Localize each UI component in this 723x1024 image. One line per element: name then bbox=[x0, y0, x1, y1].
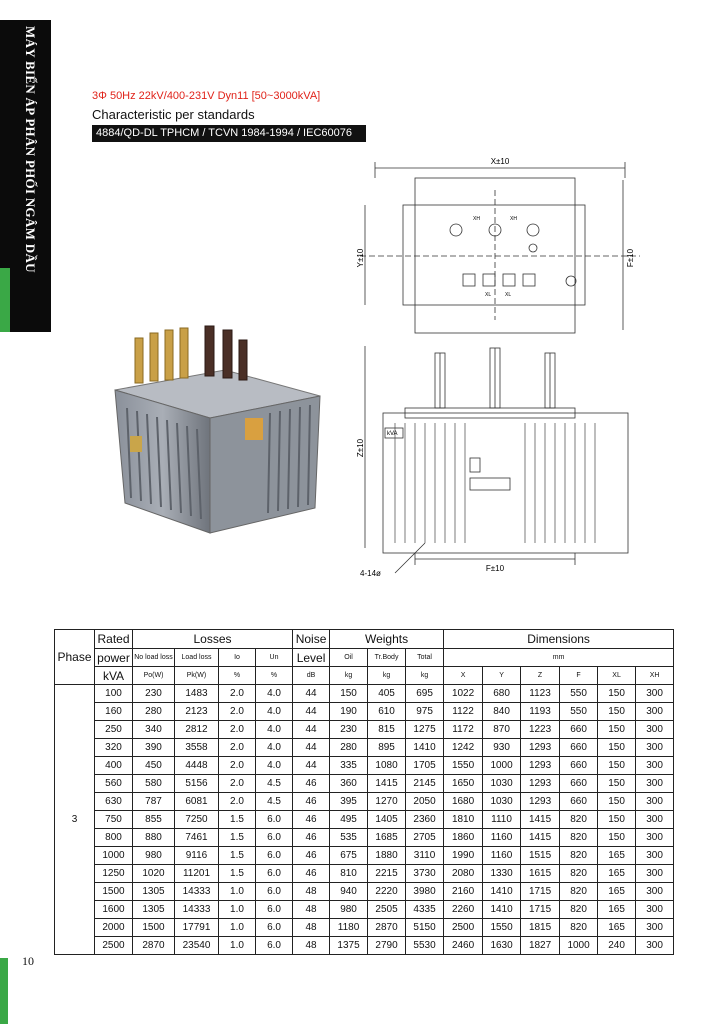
table-cell: 1223 bbox=[521, 721, 560, 739]
table-cell: 1000 bbox=[483, 757, 521, 775]
unit-pk: Pk(W) bbox=[175, 667, 219, 685]
table-cell: 11201 bbox=[175, 865, 219, 883]
table-cell: 4335 bbox=[406, 901, 444, 919]
table-cell: 5150 bbox=[406, 919, 444, 937]
table-cell: 2.0 bbox=[219, 757, 256, 775]
label-xl-1: XL bbox=[485, 292, 492, 298]
table-cell: 44 bbox=[293, 739, 330, 757]
header-io: Io bbox=[219, 649, 256, 667]
table-cell: 1410 bbox=[483, 901, 521, 919]
table-cell: 980 bbox=[330, 901, 368, 919]
hole-label: 4-14ø bbox=[360, 569, 381, 578]
table-cell: 1293 bbox=[521, 739, 560, 757]
table-cell: 1022 bbox=[444, 685, 483, 703]
table-cell: 6.0 bbox=[256, 847, 293, 865]
table-cell: 6.0 bbox=[256, 883, 293, 901]
spec-line: 3Φ 50Hz 22kV/400-231V Dyn11 [50~3000kVA] bbox=[92, 90, 321, 102]
table-cell: 3980 bbox=[406, 883, 444, 901]
table-cell: 2050 bbox=[406, 793, 444, 811]
table-cell: 150 bbox=[598, 793, 636, 811]
table-cell: 1242 bbox=[444, 739, 483, 757]
table-cell: 46 bbox=[293, 847, 330, 865]
header-z: Z bbox=[521, 667, 560, 685]
table-cell: 660 bbox=[560, 793, 598, 811]
table-cell: 300 bbox=[636, 811, 674, 829]
table-cell: 1305 bbox=[133, 883, 175, 901]
header-weights: Weights bbox=[330, 630, 444, 649]
header-dimensions: Dimensions bbox=[444, 630, 674, 649]
table-cell: 450 bbox=[133, 757, 175, 775]
table-row bbox=[55, 739, 674, 757]
unit-io: % bbox=[219, 667, 256, 685]
table-cell: 820 bbox=[560, 919, 598, 937]
table-cell: 3730 bbox=[406, 865, 444, 883]
table-row bbox=[55, 901, 674, 919]
table-cell: 280 bbox=[330, 739, 368, 757]
table-cell: 560 bbox=[95, 775, 133, 793]
header-f: F bbox=[560, 667, 598, 685]
table-cell: 1305 bbox=[133, 901, 175, 919]
table-cell: 1160 bbox=[483, 847, 521, 865]
table-cell: 190 bbox=[330, 703, 368, 721]
table-cell: 550 bbox=[560, 685, 598, 703]
table-cell: 1000 bbox=[560, 937, 598, 955]
table-cell: 340 bbox=[133, 721, 175, 739]
table-cell: 820 bbox=[560, 829, 598, 847]
table-cell: 1293 bbox=[521, 775, 560, 793]
table-cell: 150 bbox=[598, 703, 636, 721]
table-cell: 820 bbox=[560, 847, 598, 865]
top-view-drawing bbox=[355, 150, 645, 340]
table-cell: 787 bbox=[133, 793, 175, 811]
table-cell: 300 bbox=[636, 883, 674, 901]
table-cell: 165 bbox=[598, 847, 636, 865]
table-cell: 1293 bbox=[521, 793, 560, 811]
spec-table bbox=[54, 629, 674, 955]
table-cell: 630 bbox=[95, 793, 133, 811]
table-cell: 230 bbox=[330, 721, 368, 739]
table-cell: 165 bbox=[598, 919, 636, 937]
table-row bbox=[55, 793, 674, 811]
table-cell: 46 bbox=[293, 865, 330, 883]
table-cell: 1715 bbox=[521, 883, 560, 901]
table-cell: 44 bbox=[293, 721, 330, 739]
header-y: Y bbox=[483, 667, 521, 685]
table-cell: 495 bbox=[330, 811, 368, 829]
table-row bbox=[55, 937, 674, 955]
table-cell: 23540 bbox=[175, 937, 219, 955]
table-cell: 2870 bbox=[133, 937, 175, 955]
table-cell: 800 bbox=[95, 829, 133, 847]
table-cell: 1410 bbox=[483, 883, 521, 901]
table-cell: 2790 bbox=[368, 937, 406, 955]
table-cell: 4.0 bbox=[256, 721, 293, 739]
table-cell: 1.5 bbox=[219, 811, 256, 829]
table-cell: 6081 bbox=[175, 793, 219, 811]
table-cell: 6.0 bbox=[256, 901, 293, 919]
table-cell: 930 bbox=[483, 739, 521, 757]
table-cell: 1815 bbox=[521, 919, 560, 937]
table-cell: 300 bbox=[636, 901, 674, 919]
characteristic-line: Characteristic per standards bbox=[92, 107, 255, 122]
table-cell: 1080 bbox=[368, 757, 406, 775]
table-cell: 2.0 bbox=[219, 739, 256, 757]
front-view-drawing bbox=[355, 338, 645, 578]
header-xh: XH bbox=[636, 667, 674, 685]
table-cell: 300 bbox=[636, 829, 674, 847]
header-level: Level bbox=[293, 649, 330, 667]
table-cell: 2000 bbox=[95, 919, 133, 937]
table-cell: 1410 bbox=[406, 739, 444, 757]
sidebar-accent bbox=[0, 268, 10, 332]
table-cell: 1.5 bbox=[219, 829, 256, 847]
table-cell: 1.0 bbox=[219, 883, 256, 901]
table-cell: 610 bbox=[368, 703, 406, 721]
table-cell: 1160 bbox=[483, 829, 521, 847]
table-cell: 4.0 bbox=[256, 685, 293, 703]
table-cell: 4.0 bbox=[256, 757, 293, 775]
table-cell: 1415 bbox=[521, 829, 560, 847]
table-cell: 48 bbox=[293, 901, 330, 919]
table-cell: 48 bbox=[293, 937, 330, 955]
table-cell: 160 bbox=[95, 703, 133, 721]
unit-trbody: kg bbox=[368, 667, 406, 685]
table-cell: 1123 bbox=[521, 685, 560, 703]
table-cell: 2215 bbox=[368, 865, 406, 883]
table-cell: 44 bbox=[293, 757, 330, 775]
header-phase: Phase bbox=[55, 630, 95, 685]
table-cell: 1650 bbox=[444, 775, 483, 793]
table-cell: 1600 bbox=[95, 901, 133, 919]
table-cell: 2460 bbox=[444, 937, 483, 955]
header-kva: kVA bbox=[95, 667, 133, 685]
table-cell: 48 bbox=[293, 883, 330, 901]
table-cell: 300 bbox=[636, 739, 674, 757]
table-row bbox=[55, 919, 674, 937]
table-cell: 300 bbox=[636, 937, 674, 955]
table-cell: 5530 bbox=[406, 937, 444, 955]
dim-x-label: X±10 bbox=[490, 157, 510, 166]
table-cell: 320 bbox=[95, 739, 133, 757]
table-cell: 150 bbox=[598, 811, 636, 829]
table-cell: 405 bbox=[368, 685, 406, 703]
table-cell: 300 bbox=[636, 919, 674, 937]
table-cell: 1615 bbox=[521, 865, 560, 883]
table-cell: 240 bbox=[598, 937, 636, 955]
table-cell: 2500 bbox=[95, 937, 133, 955]
table-cell: 1500 bbox=[95, 883, 133, 901]
table-cell: 6.0 bbox=[256, 811, 293, 829]
table-cell: 400 bbox=[95, 757, 133, 775]
table-cell: 2870 bbox=[368, 919, 406, 937]
unit-oil: kg bbox=[330, 667, 368, 685]
header-losses: Losses bbox=[133, 630, 293, 649]
table-cell: 46 bbox=[293, 811, 330, 829]
table-cell: 2.0 bbox=[219, 793, 256, 811]
table-cell: 4.5 bbox=[256, 793, 293, 811]
header-oil: Oil bbox=[330, 649, 368, 667]
dim-f-front-label: F±10 bbox=[485, 564, 505, 573]
table-cell: 695 bbox=[406, 685, 444, 703]
table-cell: 6.0 bbox=[256, 865, 293, 883]
table-cell: 1270 bbox=[368, 793, 406, 811]
dim-f-top-label: F±10 bbox=[626, 248, 635, 268]
table-cell: 300 bbox=[636, 721, 674, 739]
table-row bbox=[55, 829, 674, 847]
table-cell: 1500 bbox=[133, 919, 175, 937]
table-cell: 2220 bbox=[368, 883, 406, 901]
table-cell: 360 bbox=[330, 775, 368, 793]
header-rated: Rated bbox=[95, 630, 133, 649]
table-cell: 1330 bbox=[483, 865, 521, 883]
table-cell: 820 bbox=[560, 883, 598, 901]
table-cell: 300 bbox=[636, 865, 674, 883]
table-cell: 1550 bbox=[483, 919, 521, 937]
unit-po: Po(W) bbox=[133, 667, 175, 685]
table-cell: 1415 bbox=[368, 775, 406, 793]
table-cell: 150 bbox=[598, 685, 636, 703]
header-trbody: Tr.Body bbox=[368, 649, 406, 667]
table-row bbox=[55, 865, 674, 883]
table-cell: 1.0 bbox=[219, 919, 256, 937]
table-cell: 4.0 bbox=[256, 703, 293, 721]
label-xh-2: XH bbox=[510, 216, 517, 222]
table-cell: 1705 bbox=[406, 757, 444, 775]
table-cell: 300 bbox=[636, 793, 674, 811]
table-cell: 1030 bbox=[483, 775, 521, 793]
table-cell: 2505 bbox=[368, 901, 406, 919]
table-cell: 395 bbox=[330, 793, 368, 811]
table-row bbox=[55, 811, 674, 829]
table-cell: 1.0 bbox=[219, 937, 256, 955]
table-cell: 1250 bbox=[95, 865, 133, 883]
table-cell: 300 bbox=[636, 757, 674, 775]
header-power: power bbox=[95, 649, 133, 667]
table-cell: 150 bbox=[598, 721, 636, 739]
table-cell: 4.0 bbox=[256, 739, 293, 757]
table-cell: 820 bbox=[560, 865, 598, 883]
table-cell: 580 bbox=[133, 775, 175, 793]
table-cell: 1827 bbox=[521, 937, 560, 955]
table-cell: 1630 bbox=[483, 937, 521, 955]
table-row bbox=[55, 775, 674, 793]
table-cell: 1000 bbox=[95, 847, 133, 865]
header-total: Total bbox=[406, 649, 444, 667]
table-cell: 880 bbox=[133, 829, 175, 847]
kva-plate-label: kVA bbox=[387, 431, 398, 437]
table-cell: 2160 bbox=[444, 883, 483, 901]
table-cell: 660 bbox=[560, 757, 598, 775]
table-cell: 1550 bbox=[444, 757, 483, 775]
table-cell: 750 bbox=[95, 811, 133, 829]
table-cell: 1020 bbox=[133, 865, 175, 883]
transformer-photo bbox=[105, 318, 327, 538]
table-cell: 535 bbox=[330, 829, 368, 847]
table-cell: 230 bbox=[133, 685, 175, 703]
table-cell: 820 bbox=[560, 811, 598, 829]
table-row bbox=[55, 883, 674, 901]
table-cell: 2.0 bbox=[219, 703, 256, 721]
table-cell: 4.5 bbox=[256, 775, 293, 793]
unit-un: % bbox=[256, 667, 293, 685]
table-row bbox=[55, 685, 674, 703]
table-cell: 1715 bbox=[521, 901, 560, 919]
table-cell: 1293 bbox=[521, 757, 560, 775]
table-cell: 1685 bbox=[368, 829, 406, 847]
table-cell: 675 bbox=[330, 847, 368, 865]
table-cell: 1515 bbox=[521, 847, 560, 865]
table-cell: 150 bbox=[598, 739, 636, 757]
table-cell: 660 bbox=[560, 739, 598, 757]
phase-value: 3 bbox=[55, 685, 95, 955]
table-row bbox=[55, 757, 674, 775]
table-cell: 1172 bbox=[444, 721, 483, 739]
table-cell: 820 bbox=[560, 901, 598, 919]
table-cell: 840 bbox=[483, 703, 521, 721]
table-cell: 280 bbox=[133, 703, 175, 721]
table-cell: 3110 bbox=[406, 847, 444, 865]
header-un: Un bbox=[256, 649, 293, 667]
table-cell: 6.0 bbox=[256, 937, 293, 955]
table-cell: 1.5 bbox=[219, 865, 256, 883]
table-cell: 46 bbox=[293, 793, 330, 811]
table-cell: 2123 bbox=[175, 703, 219, 721]
table-cell: 14333 bbox=[175, 883, 219, 901]
table-cell: 5156 bbox=[175, 775, 219, 793]
table-cell: 2360 bbox=[406, 811, 444, 829]
table-cell: 1.0 bbox=[219, 901, 256, 919]
table-cell: 1680 bbox=[444, 793, 483, 811]
standards-banner: 4884/QD-DL TPHCM / TCVN 1984-1994 / IEC60076 bbox=[92, 125, 366, 142]
table-cell: 975 bbox=[406, 703, 444, 721]
table-cell: 660 bbox=[560, 775, 598, 793]
table-row bbox=[55, 703, 674, 721]
table-cell: 4448 bbox=[175, 757, 219, 775]
table-cell: 1110 bbox=[483, 811, 521, 829]
table-cell: 250 bbox=[95, 721, 133, 739]
table-cell: 390 bbox=[133, 739, 175, 757]
table-cell: 1122 bbox=[444, 703, 483, 721]
table-cell: 980 bbox=[133, 847, 175, 865]
table-cell: 3558 bbox=[175, 739, 219, 757]
table-cell: 46 bbox=[293, 775, 330, 793]
table-cell: 300 bbox=[636, 775, 674, 793]
table-cell: 660 bbox=[560, 721, 598, 739]
table-cell: 870 bbox=[483, 721, 521, 739]
table-cell: 1193 bbox=[521, 703, 560, 721]
header-noise: Noise bbox=[293, 630, 330, 649]
table-cell: 895 bbox=[368, 739, 406, 757]
table-cell: 2080 bbox=[444, 865, 483, 883]
table-cell: 300 bbox=[636, 685, 674, 703]
table-cell: 2812 bbox=[175, 721, 219, 739]
table-cell: 810 bbox=[330, 865, 368, 883]
table-cell: 17791 bbox=[175, 919, 219, 937]
footer-accent bbox=[0, 958, 8, 1024]
table-cell: 300 bbox=[636, 847, 674, 865]
table-cell: 2145 bbox=[406, 775, 444, 793]
table-cell: 1415 bbox=[521, 811, 560, 829]
table-cell: 335 bbox=[330, 757, 368, 775]
table-cell: 1483 bbox=[175, 685, 219, 703]
table-cell: 7250 bbox=[175, 811, 219, 829]
table-cell: 44 bbox=[293, 685, 330, 703]
table-cell: 6.0 bbox=[256, 829, 293, 847]
table-cell: 165 bbox=[598, 865, 636, 883]
table-cell: 165 bbox=[598, 883, 636, 901]
label-xh-1: XH bbox=[473, 216, 480, 222]
table-cell: 1.5 bbox=[219, 847, 256, 865]
table-cell: 150 bbox=[598, 775, 636, 793]
table-row bbox=[55, 847, 674, 865]
table-cell: 2.0 bbox=[219, 721, 256, 739]
table-row bbox=[55, 721, 674, 739]
table-cell: 855 bbox=[133, 811, 175, 829]
table-cell: 100 bbox=[95, 685, 133, 703]
table-cell: 150 bbox=[330, 685, 368, 703]
table-cell: 2.0 bbox=[219, 685, 256, 703]
unit-total: kg bbox=[406, 667, 444, 685]
table-cell: 300 bbox=[636, 703, 674, 721]
table-cell: 7461 bbox=[175, 829, 219, 847]
header-load-loss: Load loss bbox=[175, 649, 219, 667]
table-cell: 940 bbox=[330, 883, 368, 901]
table-cell: 44 bbox=[293, 703, 330, 721]
spec-table-body bbox=[55, 685, 674, 955]
table-cell: 150 bbox=[598, 829, 636, 847]
header-x: X bbox=[444, 667, 483, 685]
table-cell: 815 bbox=[368, 721, 406, 739]
table-cell: 1275 bbox=[406, 721, 444, 739]
table-cell: 1180 bbox=[330, 919, 368, 937]
header-no-load-loss: No load loss bbox=[133, 649, 175, 667]
table-cell: 1860 bbox=[444, 829, 483, 847]
table-cell: 14333 bbox=[175, 901, 219, 919]
table-cell: 1990 bbox=[444, 847, 483, 865]
table-cell: 46 bbox=[293, 829, 330, 847]
table-cell: 2.0 bbox=[219, 775, 256, 793]
label-xl-2: XL bbox=[505, 292, 512, 298]
table-cell: 48 bbox=[293, 919, 330, 937]
table-cell: 1375 bbox=[330, 937, 368, 955]
table-cell: 6.0 bbox=[256, 919, 293, 937]
table-cell: 150 bbox=[598, 757, 636, 775]
table-cell: 1880 bbox=[368, 847, 406, 865]
header-xl: XL bbox=[598, 667, 636, 685]
page-number: 10 bbox=[22, 954, 34, 968]
table-cell: 165 bbox=[598, 901, 636, 919]
table-cell: 2500 bbox=[444, 919, 483, 937]
table-cell: 1030 bbox=[483, 793, 521, 811]
unit-db: dB bbox=[293, 667, 330, 685]
table-cell: 2705 bbox=[406, 829, 444, 847]
table-cell: 680 bbox=[483, 685, 521, 703]
dim-z-label: Z±10 bbox=[356, 438, 365, 458]
table-cell: 9116 bbox=[175, 847, 219, 865]
table-cell: 1810 bbox=[444, 811, 483, 829]
header-mm: mm bbox=[444, 649, 674, 667]
table-cell: 550 bbox=[560, 703, 598, 721]
dim-y-label: Y±10 bbox=[356, 248, 365, 268]
table-cell: 1405 bbox=[368, 811, 406, 829]
sidebar-title: MÁY BIẾN ÁP PHÂN PHỐI NGÂM DẦU bbox=[23, 26, 38, 273]
table-cell: 2260 bbox=[444, 901, 483, 919]
